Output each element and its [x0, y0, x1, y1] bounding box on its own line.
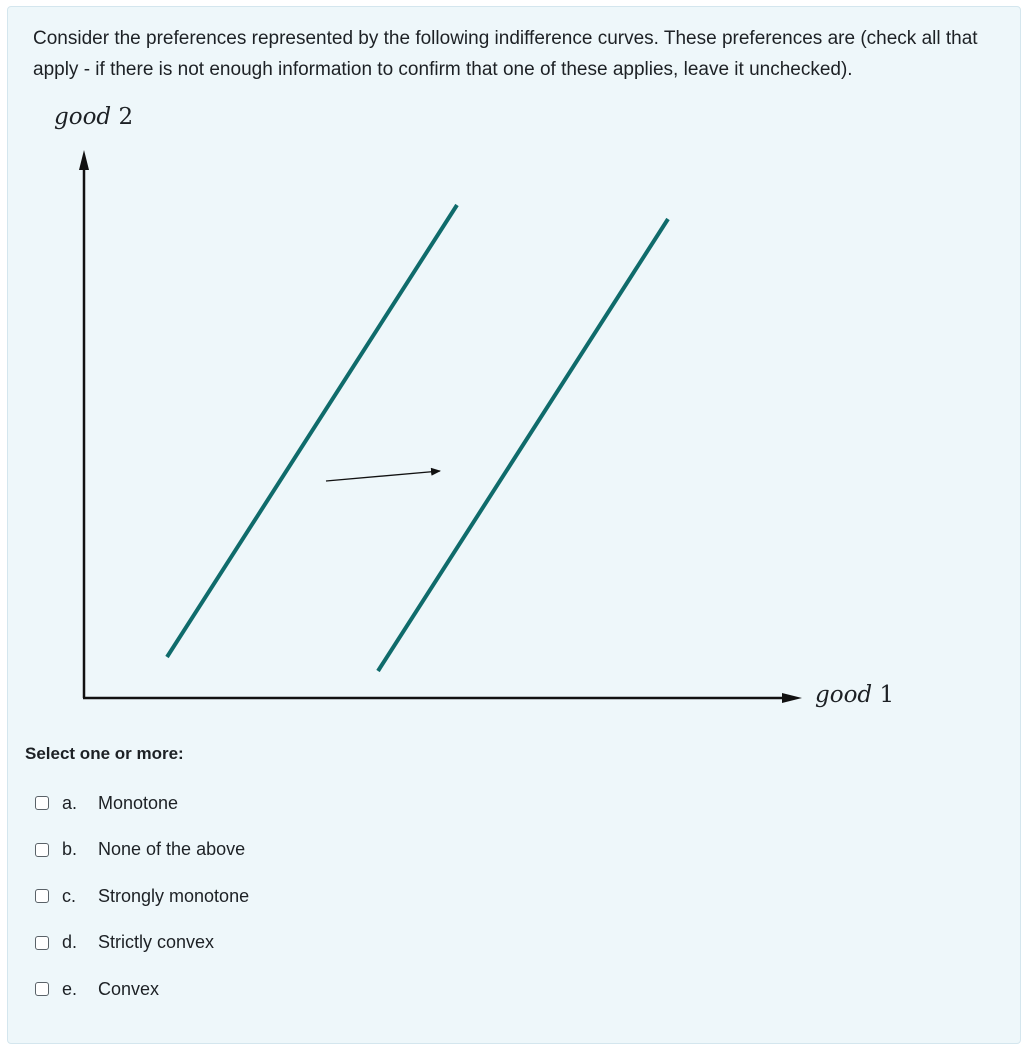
x-axis-arrowhead — [782, 693, 802, 703]
answer-section — [25, 744, 249, 1013]
option-label: Convex — [98, 978, 160, 999]
option-e[interactable] — [25, 966, 249, 1013]
indifference-curve-2 — [378, 219, 668, 671]
checkbox-a[interactable] — [35, 796, 49, 810]
option-a[interactable] — [25, 780, 249, 827]
option-letter: e. — [62, 978, 78, 999]
question-text: Consider the preferences represented by the following indifference curves. These preferences are (check all that apply - if there is not enough information to confirm that one of these applies, leave it unchecked). — [33, 28, 978, 80]
option-label: Strongly monotone — [98, 885, 250, 906]
option-label: Strictly convex — [98, 932, 215, 953]
option-letter: c. — [62, 885, 77, 906]
checkbox-b[interactable] — [35, 843, 49, 857]
option-label: Monotone — [98, 792, 179, 813]
y-axis-arrowhead — [79, 150, 89, 170]
checkbox-c[interactable] — [35, 889, 49, 903]
option-letter: b. — [62, 839, 78, 860]
indifference-curve-1 — [167, 205, 457, 657]
option-c[interactable] — [25, 873, 249, 920]
preference-direction-arrow — [326, 471, 440, 481]
option-b[interactable] — [25, 827, 249, 874]
y-axis-label: good 2 — [54, 104, 134, 130]
checkbox-d[interactable] — [35, 936, 49, 950]
option-letter: a. — [62, 792, 78, 813]
option-letter: d. — [62, 932, 78, 953]
option-label: None of the above — [98, 839, 246, 860]
option-d[interactable] — [25, 920, 249, 967]
x-axis-label: good 1 — [815, 682, 895, 708]
checkbox-e[interactable] — [35, 982, 49, 996]
select-instruction: Select one or more: — [25, 744, 184, 763]
